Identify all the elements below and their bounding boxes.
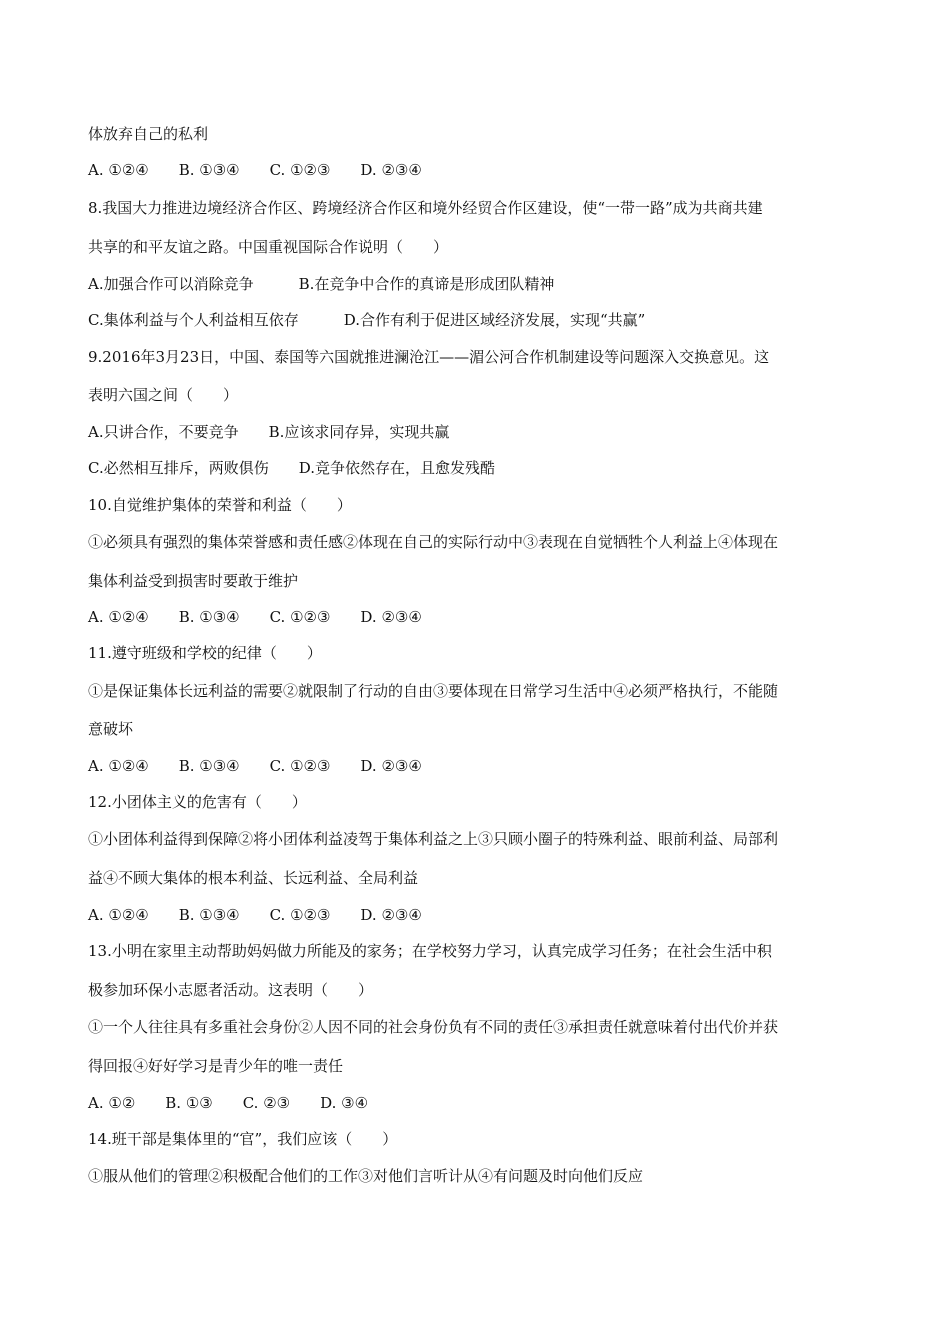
answer-options: A. ①②④ B. ①③④ C. ①②③ D. ②③④ — [88, 608, 422, 626]
answer-options: A. ①② B. ①③ C. ②③ D. ③④ — [88, 1094, 369, 1112]
statement-list: ①一个人往往具有多重社会身份②人因不同的社会身份负有不同的责任③承担责任就意味着付出代价并获 — [88, 1018, 779, 1036]
question-12-stem: 12.小团体主义的危害有（ ） — [88, 793, 307, 811]
question-13-stem: 13.小明在家里主动帮助妈妈做力所能及的家务；在学校努力学习，认真完成学习任务；在社会生活中积 — [88, 942, 772, 960]
text-line: 集体利益受到损害时要敢于维护 — [88, 572, 299, 590]
question-9-stem: 9.2016年3月23日，中国、泰国等六国就推进澜沧江——湄公河合作机制建设等问题深入交换意见。这 — [88, 348, 770, 366]
statement-list: ①必须具有强烈的集体荣誉感和责任感②体现在自己的实际行动中③表现在自觉牺牲个人利益上④体现在 — [88, 533, 779, 551]
answer-options: C.集体利益与个人利益相互依存 D.合作有利于促进区域经济发展，实现“共赢” — [88, 311, 646, 329]
question-14-stem: 14.班干部是集体里的“官”，我们应该（ ） — [88, 1130, 398, 1148]
answer-options: A. ①②④ B. ①③④ C. ①②③ D. ②③④ — [88, 906, 422, 924]
question-10-stem: 10.自觉维护集体的荣誉和利益（ ） — [88, 496, 352, 514]
answer-options: A.只讲合作，不要竞争 B.应该求同存异，实现共赢 — [88, 423, 450, 441]
answer-options: C.必然相互排斥，两败俱伤 D.竞争依然存在，且愈发残酷 — [88, 459, 495, 477]
text-line: 极参加环保小志愿者活动。这表明（ ） — [88, 981, 374, 999]
statement-list: ①小团体利益得到保障②将小团体利益凌驾于集体利益之上③只顾小圈子的特殊利益、眼前利益、局部利 — [88, 830, 779, 848]
statement-list: ①是保证集体长远利益的需要②就限制了行动的自由③要体现在日常学习生活中④必须严格执行，不能随 — [88, 682, 779, 700]
text-line: 共享的和平友谊之路。中国重视国际合作说明（ ） — [88, 238, 449, 256]
question-11-stem: 11.遵守班级和学校的纪律（ ） — [88, 644, 322, 662]
answer-options: A. ①②④ B. ①③④ C. ①②③ D. ②③④ — [88, 161, 422, 179]
answer-options: A. ①②④ B. ①③④ C. ①②③ D. ②③④ — [88, 757, 422, 775]
text-line: 体放弃自己的私利 — [88, 125, 209, 143]
text-line: 表明六国之间（ ） — [88, 386, 239, 404]
statement-list: ①服从他们的管理②积极配合他们的工作③对他们言听计从④有问题及时向他们反应 — [88, 1167, 644, 1185]
answer-options: A.加强合作可以消除竞争 B.在竞争中合作的真谛是形成团队精神 — [88, 275, 555, 293]
text-line: 益④不顾大集体的根本利益、长远利益、全局利益 — [88, 869, 419, 887]
text-line: 得回报④好好学习是青少年的唯一责任 — [88, 1057, 344, 1075]
question-8-stem: 8.我国大力推进边境经济合作区、跨境经济合作区和境外经贸合作区建设，使“一带一路”成为共商共建 — [88, 199, 763, 217]
text-line: 意破坏 — [88, 720, 134, 738]
